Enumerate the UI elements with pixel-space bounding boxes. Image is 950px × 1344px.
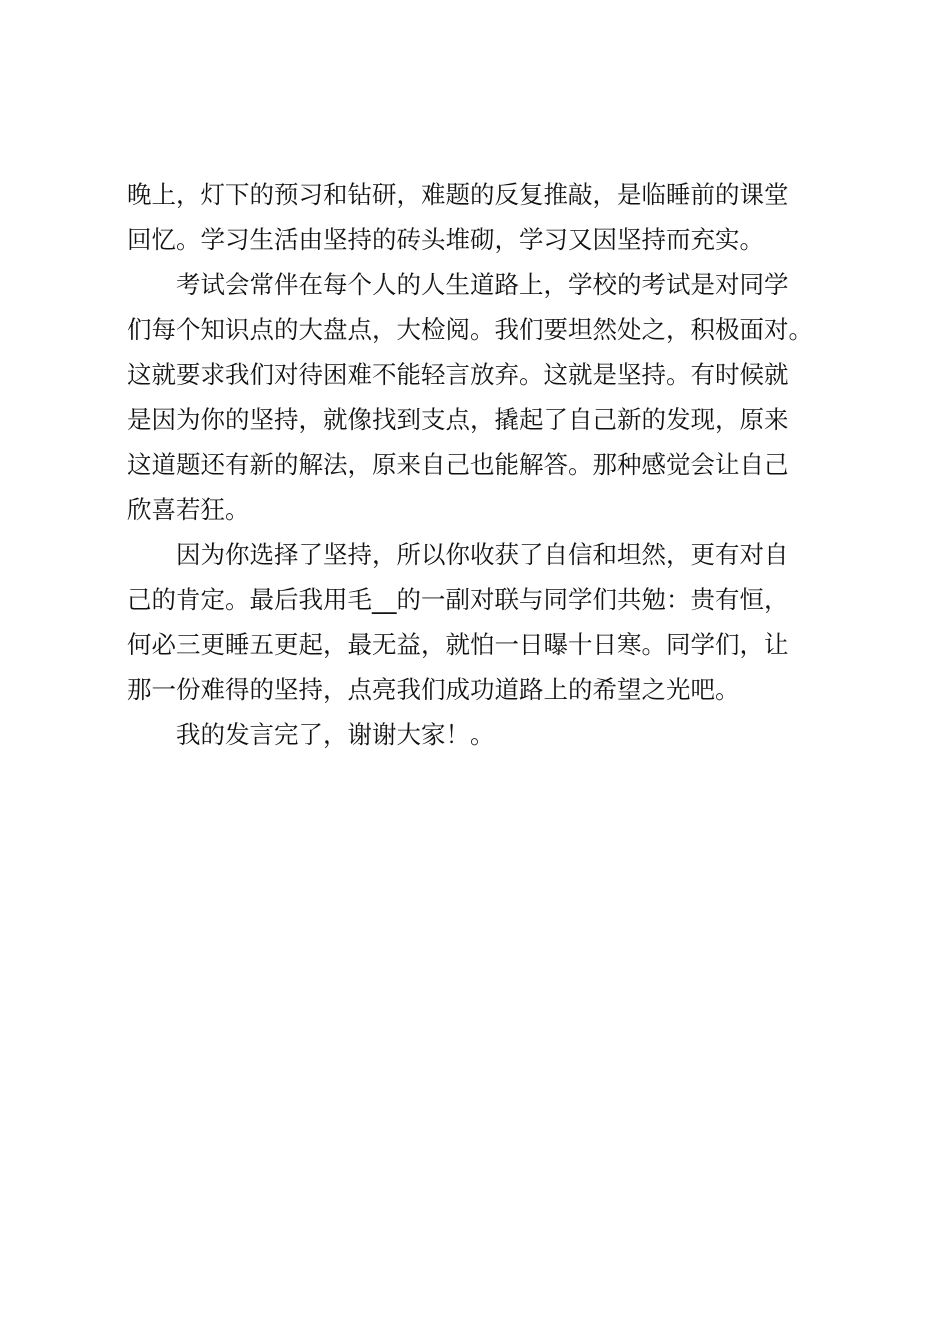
text-line: 己的肯定。最后我用毛__的一副对联与同学们共勉：贵有恒， — [127, 585, 789, 614]
text-line: 这就要求我们对待困难不能轻言放弃。这就是坚持。有时候就 — [127, 360, 789, 389]
text-line: 晚上，灯下的预习和钻研，难题的反复推敲，是临睡前的课堂 — [127, 180, 789, 209]
speech-text — [127, 172, 847, 757]
text-line: 欣喜若狂。 — [127, 495, 250, 524]
paragraph-start-line: 考试会常伴在每个人的人生道路上，学校的考试是对同学 — [176, 270, 789, 299]
text-line: 这道题还有新的解法，原来自己也能解答。那种感觉会让自己 — [127, 450, 789, 479]
text-line: 那一份难得的坚持，点亮我们成功道路上的希望之光吧。 — [127, 675, 740, 704]
text-line: 回忆。学习生活由坚持的砖头堆砌，学习又因坚持而充实。 — [127, 225, 764, 254]
paragraph-start-line: 因为你选择了坚持，所以你收获了自信和坦然，更有对自 — [176, 540, 789, 569]
text-line: 是因为你的坚持，就像找到支点，撬起了自己新的发现，原来 — [127, 405, 789, 434]
text-line: 何必三更睡五更起，最无益，就怕一日曝十日寒。同学们，让 — [127, 630, 789, 659]
text-line: 们每个知识点的大盘点，大检阅。我们要坦然处之，积极面对。 — [127, 315, 813, 344]
closing-line: 我的发言完了，谢谢大家！。 — [176, 720, 495, 749]
